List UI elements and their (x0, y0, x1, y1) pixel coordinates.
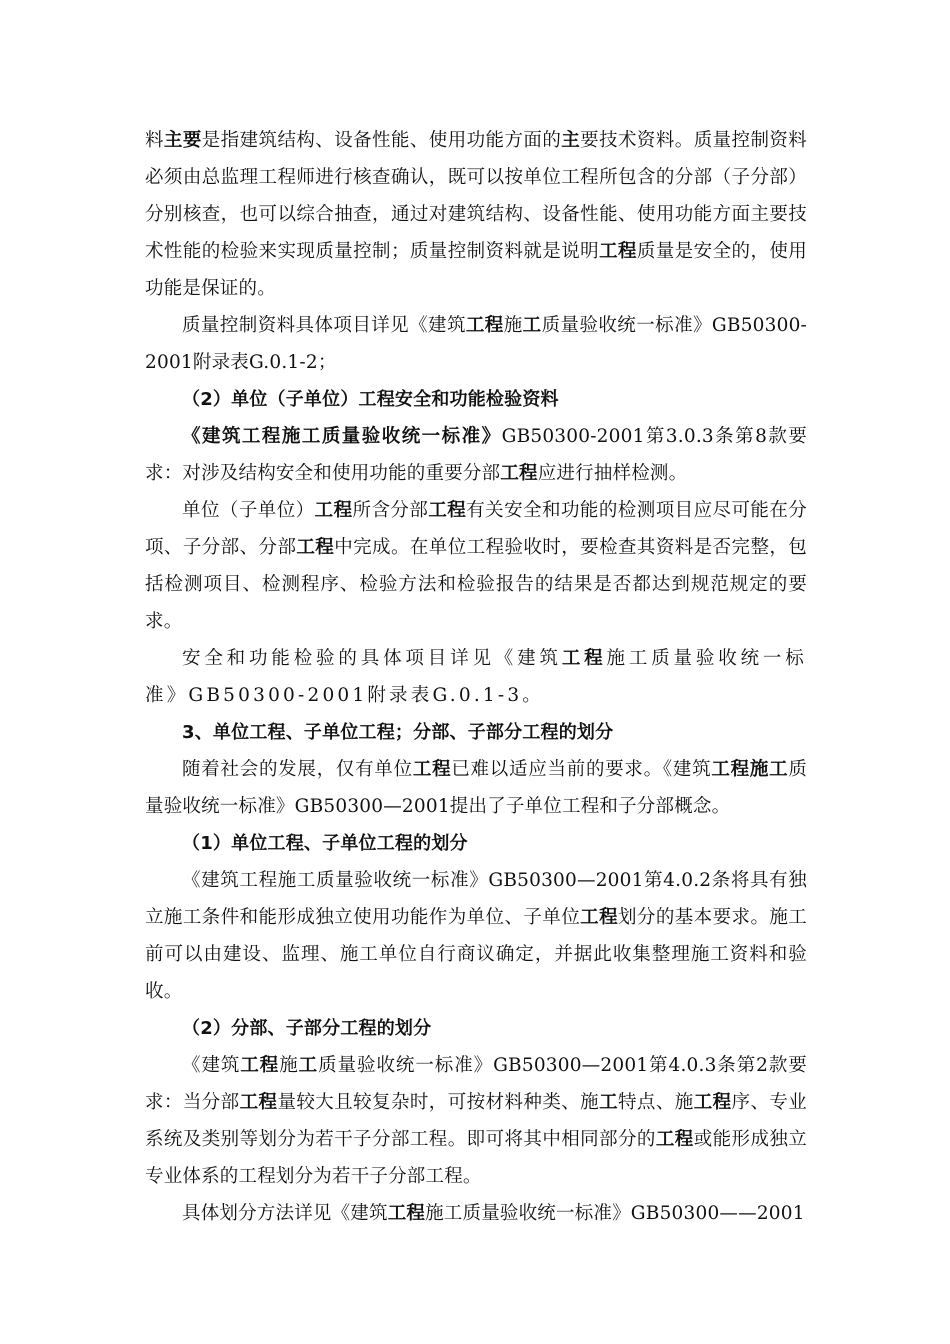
text-run: 施 (503, 315, 523, 336)
bold-text-run: 工程 (580, 907, 618, 928)
bold-text-run: 主要 (163, 130, 202, 151)
body-paragraph (145, 1195, 807, 1232)
body-paragraph (145, 862, 807, 1010)
bold-text-run: 工程 (314, 500, 353, 521)
body-paragraph (145, 418, 807, 492)
text-run: 施 (279, 1055, 299, 1076)
text-run: 质量验收统一标准》GB50300—2001第4.0.3条第2款要求：当分部 (145, 1055, 808, 1113)
bold-text-run: （2）单位（子单位）工程安全和功能检验资料 (182, 389, 559, 410)
text-run: 要技术资料。质量控制资料必须由总监理工程师进行核查确认，既可以按单位工程所包含的分部（子分部）分别核查，也可以综合抽查，通过对建筑结构、设备性能、使用功能方面主要技术性能的检验来实现质量控制；质量控制资料就是说明 (145, 130, 807, 262)
text-run: GB50300-2001第3.0.3条第8款要求：对涉及结构安全和使用功能的重要分部 (145, 426, 808, 484)
bold-text-run: 工 (298, 1055, 319, 1076)
text-run: 已难以适应当前的要求。《建筑 (451, 759, 712, 780)
bold-text-run: 工程 (599, 241, 637, 262)
bold-text-run: 工程 (412, 759, 452, 780)
text-run: 施工质量验收统一标准》GB50300——2001 (425, 1203, 805, 1224)
bold-text-run: （2）分部、子部分工程的划分 (182, 1018, 432, 1039)
text-run: 应进行抽样检测。 (537, 463, 688, 484)
document-body (145, 122, 807, 1232)
section-heading (145, 825, 807, 862)
bold-text-run: 工程 (465, 315, 504, 336)
text-run: 中完成。在单位工程验收时，要检查其资料是否完整，包括检测项目、检测程序、检验方法和检验报告的结果是否都达到规范规定的要求。 (145, 537, 807, 632)
text-run: 所含分部 (352, 500, 429, 521)
bold-text-run: 工程 (500, 463, 538, 484)
text-run: 或能形成独立专业体系的工程划分为若干子分部工程。 (145, 1129, 808, 1187)
text-run: 是指建筑结构、设备性能、使用功能方面的 (201, 130, 562, 151)
text-run: 序、专业系统及类别等划分为若干子分部工程。即可将其中相同部分的 (145, 1092, 807, 1150)
text-run: 质量是安全的，使用功能是保证的。 (145, 241, 807, 299)
bold-text-run: 工程 (655, 1129, 694, 1150)
text-run: 划分的基本要求。施工前可以由建设、监理、施工单位自行商议确定，并据此收集整理施工资料和验收。 (145, 907, 807, 1002)
bold-text-run: （1）单位工程、子单位工程的划分 (182, 833, 468, 854)
text-run: 质量验收统一标准》GB50300—2001提出了子单位工程和子分部概念。 (145, 759, 808, 817)
section-heading (145, 714, 807, 751)
bold-text-run: 3、单位工程、子单位工程；分部、子部分工程的划分 (182, 722, 614, 743)
text-run: 质量验收统一标准》GB50300-2001附录表G.0.1-2； (145, 315, 808, 373)
bold-text-run: 主 (561, 130, 581, 151)
text-run: 随着社会的发展，仅有单位 (182, 759, 413, 780)
text-run: 质量控制资料具体项目详见《建筑 (182, 315, 466, 336)
body-paragraph (145, 751, 807, 825)
body-paragraph (145, 122, 807, 307)
text-run: 具体划分方法详见《建筑 (182, 1203, 388, 1224)
bold-text-run: 工程 (387, 1203, 426, 1224)
section-heading (145, 1010, 807, 1047)
section-heading (145, 381, 807, 418)
bold-text-run: 工程 (296, 537, 335, 558)
body-paragraph (145, 640, 807, 714)
text-run: 有关安全和功能的检测项目应尽可能在分项、子分部、分部 (145, 500, 808, 558)
text-run: 量较大且较复杂时，可按材料种类、施 (277, 1092, 600, 1113)
bold-text-run: 工程 (239, 1092, 278, 1113)
text-run: 施工质量验收统一标准》GB50300-2001附录表G.0.1-3。 (145, 648, 807, 706)
bold-text-run: 工程 (561, 648, 607, 669)
text-run: 特点、施 (618, 1092, 694, 1113)
bold-text-run: 工 (599, 1092, 618, 1113)
body-paragraph (145, 1047, 807, 1195)
text-run: 安全和功能检验的具体项目详见《建筑 (182, 648, 562, 669)
bold-text-run: 工程 (240, 1055, 280, 1076)
body-paragraph (145, 307, 807, 381)
bold-text-run: 工程施工 (711, 759, 789, 780)
text-run: 《建筑 (182, 1055, 241, 1076)
bold-text-run: 工程 (693, 1092, 732, 1113)
bold-text-run: 工 (522, 315, 542, 336)
bold-text-run: 《建筑工程施工质量验收统一标准》 (182, 426, 502, 447)
bold-text-run: 工程 (428, 500, 467, 521)
text-run: 料 (145, 130, 164, 151)
text-run: 单位（子单位） (182, 500, 315, 521)
text-run: 《建筑工程施工质量验收统一标准》GB50300—2001第4.0.2条将具有独立施工条件和能形成独立使用功能作为单位、子单位 (145, 870, 807, 928)
body-paragraph (145, 492, 807, 640)
